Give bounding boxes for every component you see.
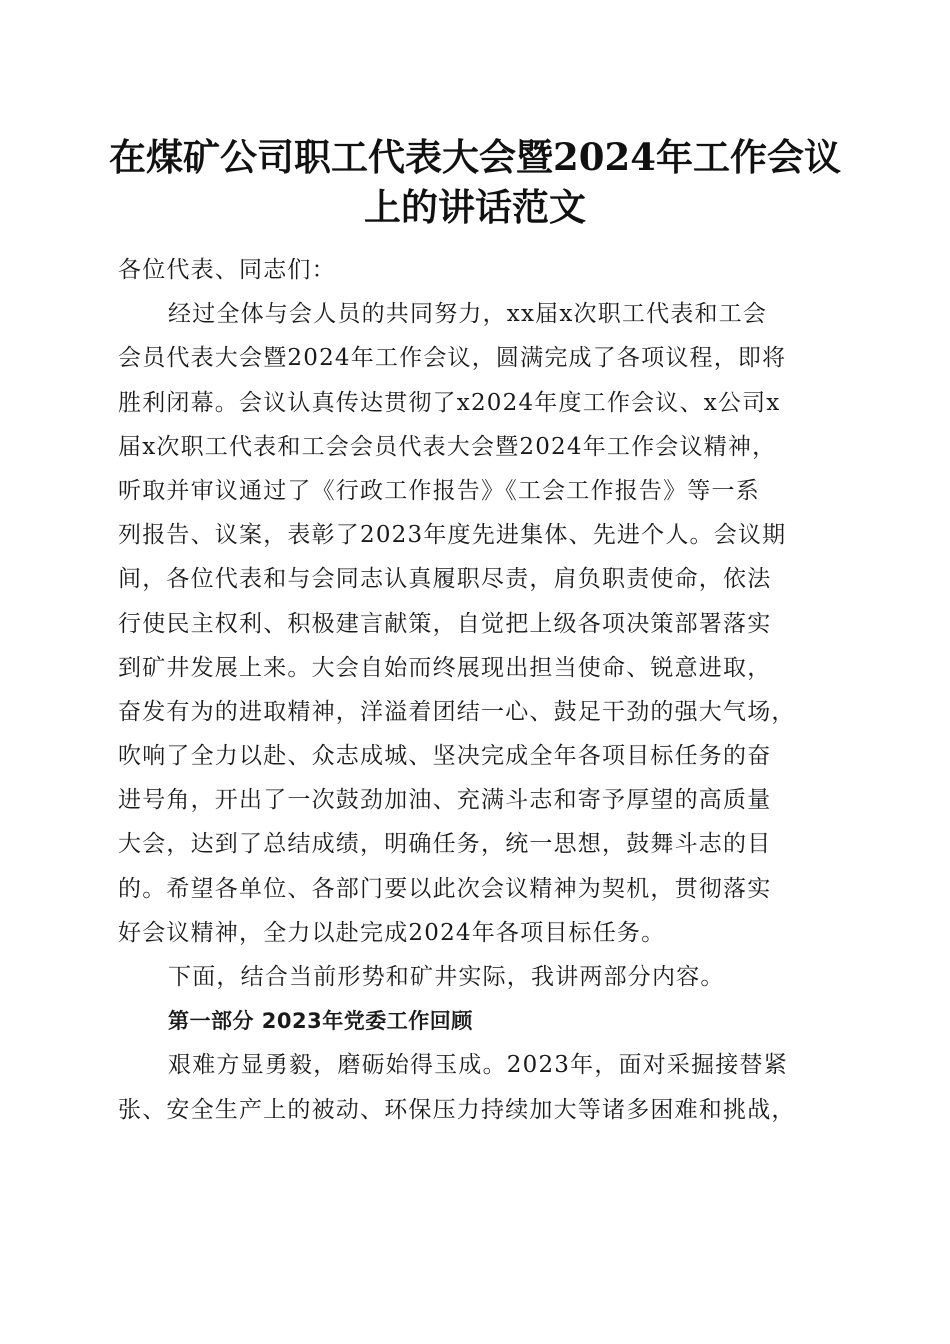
document-title [100, 132, 850, 232]
paragraph-line: 奋发有为的进取精神，洋溢着团结一心、鼓足干劲的强大气场， [118, 698, 796, 725]
paragraph-line: 胜利闭幕。会议认真传达贯彻了x2024年度工作会议、x公司x [118, 389, 781, 416]
paragraph-line: 进号角，开出了一次鼓劲加油、充满斗志和寄予厚望的高质量 [118, 787, 772, 814]
paragraph-line: 张、安全生产上的被动、环保压力持续加大等诸多困难和挑战， [118, 1096, 796, 1123]
paragraph-line: 听取并审议通过了《行政工作报告》《工会工作报告》等一系 [118, 477, 760, 504]
paragraph-line: 间，各位代表和与会同志认真履职尽责，肩负职责使命，依法 [118, 566, 772, 593]
paragraph-line: 吹响了全力以赴、众志成城、坚决完成全年各项目标任务的奋 [118, 743, 772, 770]
paragraph-line: 到矿井发展上来。大会自始而终展现出担当使命、锐意进取， [118, 654, 772, 681]
paragraph-3 [118, 1043, 832, 1131]
paragraph-2: 下面，结合当前形势和矿井实际，我讲两部分内容。 [168, 964, 725, 990]
paragraph-line: 好会议精神，全力以赴完成2024年各项目标任务。 [118, 919, 666, 946]
paragraph-line: 行使民主权利、积极建言献策，自觉把上级各项决策部署落实 [118, 610, 772, 637]
paragraph-line: 会员代表大会暨2024年工作会议，圆满完成了各项议程，即将 [118, 345, 787, 372]
paragraph-line: 艰难方显勇毅，磨砺始得玉成。2023年，面对采掘接替紧 [168, 1052, 788, 1079]
section-heading: 第一部分 2023年党委工作回顾 [168, 1009, 473, 1034]
salutation: 各位代表、同志们： [118, 257, 336, 283]
document-body [118, 248, 832, 1132]
paragraph-line: 列报告、议案，表彰了2023年度先进集体、先进个人。会议期 [118, 522, 787, 549]
paragraph-line: 届x次职工代表和工会会员代表大会暨2024年工作会议精神， [118, 433, 777, 460]
title-line-2: 上的讲话范文 [364, 185, 586, 229]
title-line-1: 在煤矿公司职工代表大会暨2024年工作会议 [109, 135, 841, 179]
paragraph-line: 的。希望各单位、各部门要以此次会议精神为契机，贯彻落实 [118, 875, 772, 902]
paragraph-1 [118, 292, 832, 955]
paragraph-line: 经过全体与会人员的共同努力，xx届x次职工代表和工会 [168, 301, 768, 328]
paragraph-line: 大会，达到了总结成绩，明确任务，统一思想，鼓舞斗志的目 [118, 831, 772, 858]
